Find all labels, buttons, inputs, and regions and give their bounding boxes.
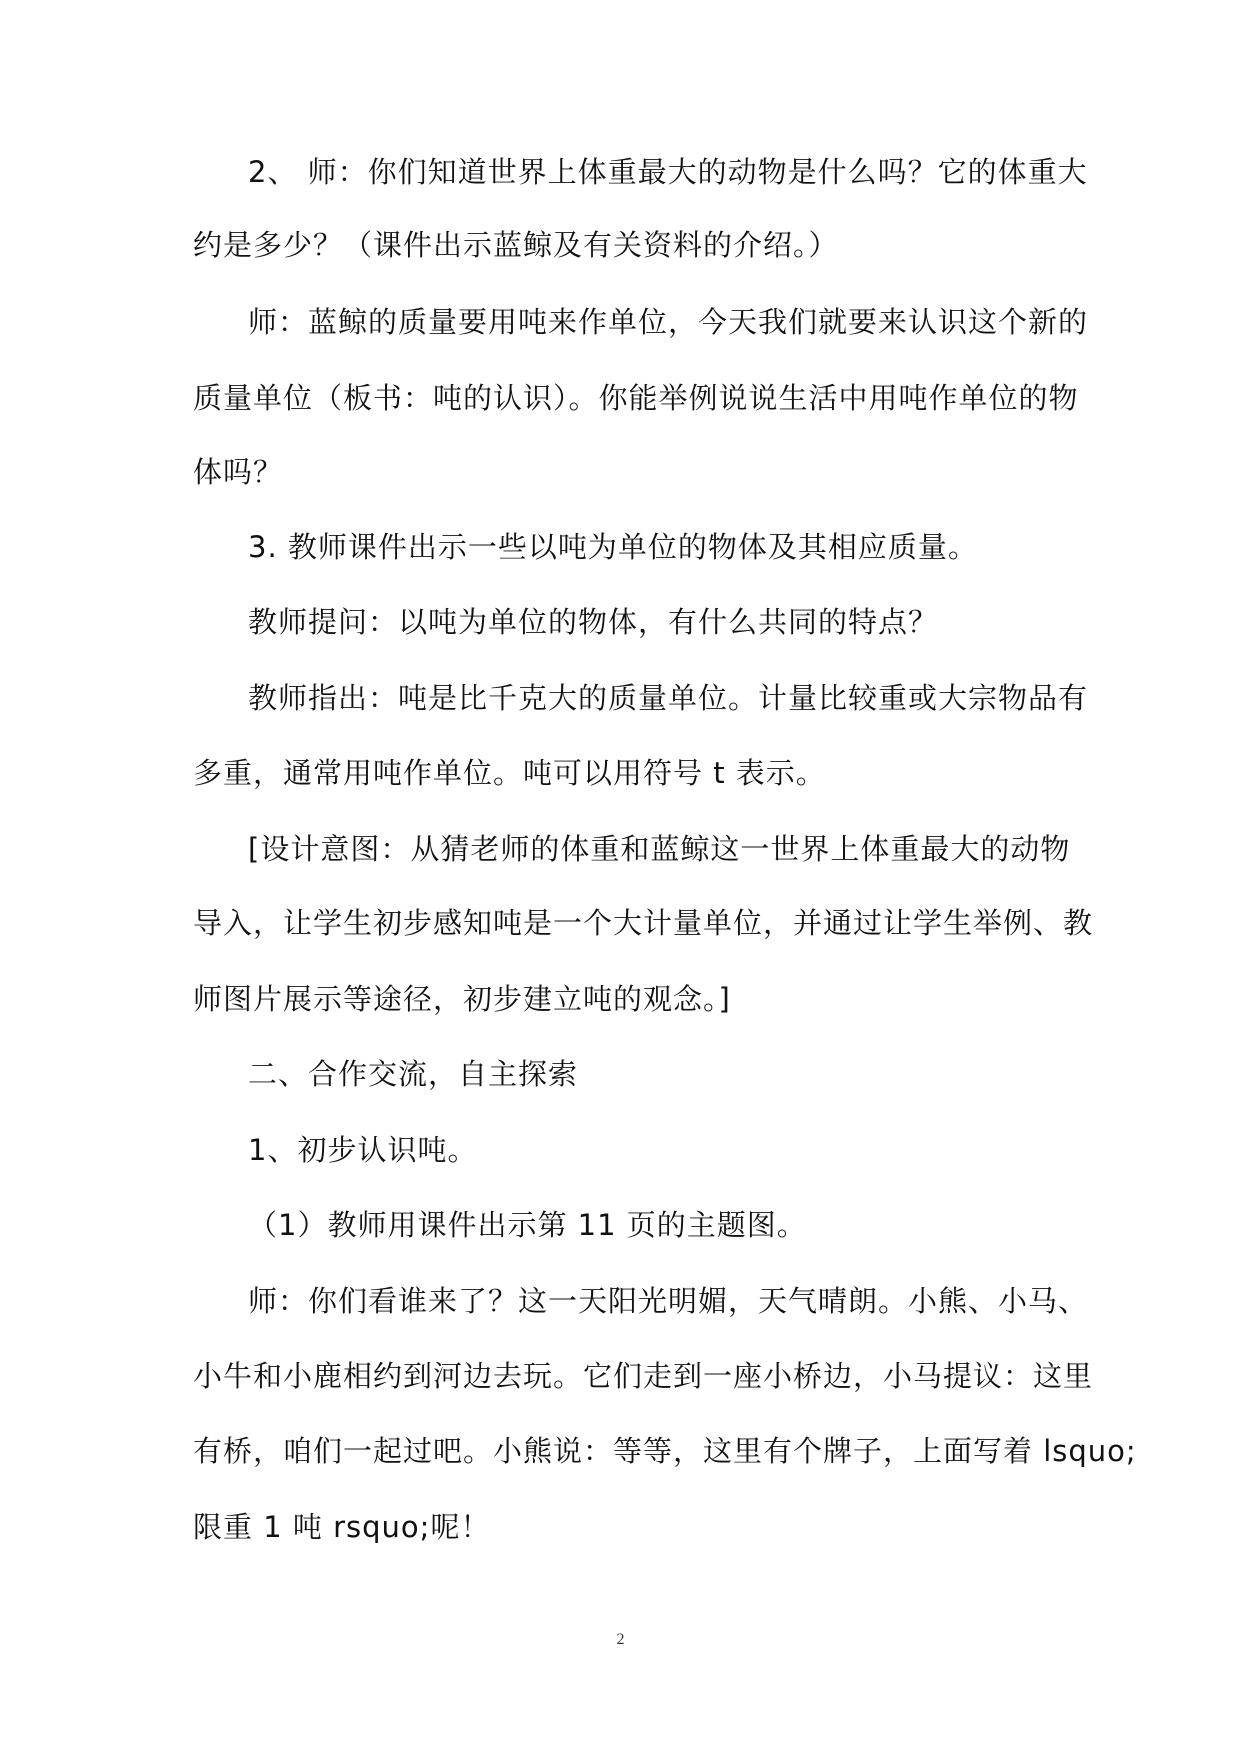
text-line: 体吗？ xyxy=(193,455,284,489)
page-number: 2 xyxy=(616,1631,625,1648)
subsection-heading: 1、初步认识吨。 xyxy=(248,1133,478,1167)
text-line: 质量单位（板书：吨的认识）。你能举例说说生活中用吨作单位的物 xyxy=(193,381,1079,415)
text-line: 限重 1 吨 rsquo;呢！ xyxy=(193,1510,491,1544)
text-line: 师图片展示等途径，初步建立吨的观念。] xyxy=(193,982,731,1016)
section-heading: 二、合作交流，自主探索 xyxy=(248,1057,579,1091)
text-line: 导入，让学生初步感知吨是一个大计量单位，并通过让学生举例、教 xyxy=(193,906,1094,940)
text-line: 教师提问：以吨为单位的物体，有什么共同的特点？ xyxy=(248,605,939,639)
text-line: [设计意图：从猜老师的体重和蓝鲸这一世界上体重最大的动物 xyxy=(248,832,1071,866)
text-line: 小牛和小鹿相约到河边去玩。它们走到一座小桥边，小马提议：这里 xyxy=(193,1359,1094,1393)
text-line: （1）教师用课件出示第 11 页的主题图。 xyxy=(248,1208,807,1242)
text-line: 教师指出：吨是比千克大的质量单位。计量比较重或大宗物品有 xyxy=(248,681,1089,715)
text-line: 师：你们看谁来了？这一天阳光明媚，天气晴朗。小熊、小马、 xyxy=(248,1284,1089,1318)
text-line: 3. 教师课件出示一些以吨为单位的物体及其相应质量。 xyxy=(248,530,978,564)
text-line: 有桥，咱们一起过吧。小熊说：等等，这里有个牌子，上面写着 lsquo; xyxy=(193,1434,1137,1468)
text-line: 2、 师：你们知道世界上体重最大的动物是什么吗？它的体重大 xyxy=(248,155,1088,189)
text-line: 约是多少？（课件出示蓝鲸及有关资料的介绍。） xyxy=(193,228,839,262)
text-line: 多重，通常用吨作单位。吨可以用符号 t 表示。 xyxy=(193,756,826,790)
text-line: 师：蓝鲸的质量要用吨来作单位，今天我们就要来认识这个新的 xyxy=(248,305,1089,339)
